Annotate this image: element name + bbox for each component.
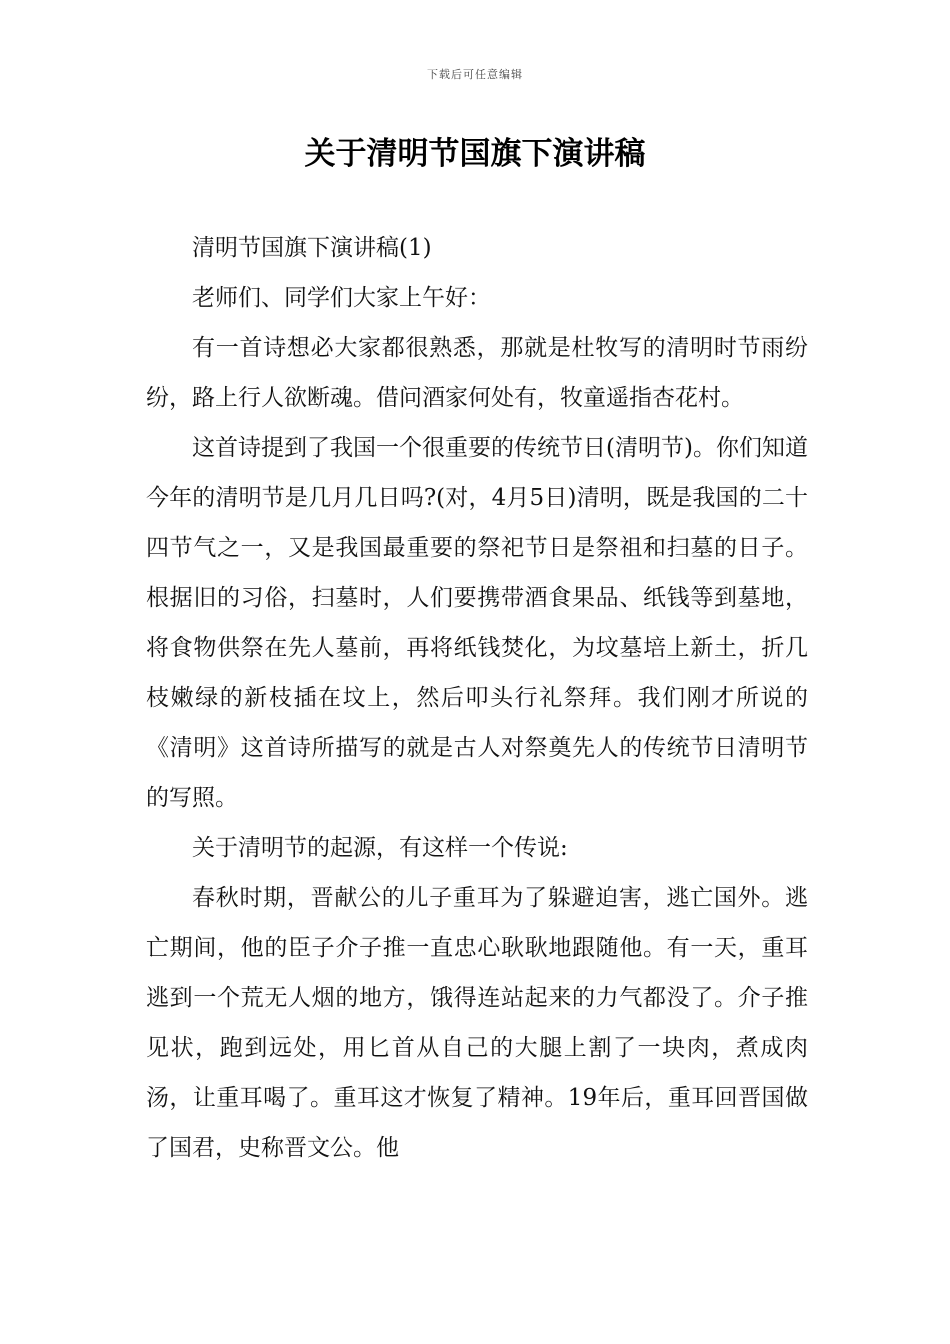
header-note: 下载后可任意编辑: [427, 68, 523, 81]
paragraph-origin-intro: 关于清明节的起源，有这样一个传说:: [192, 835, 568, 861]
paragraph-subtitle: 清明节国旗下演讲稿(1): [192, 235, 432, 261]
document-body: [146, 223, 808, 1173]
document-title: 关于清明节国旗下演讲稿: [304, 136, 646, 172]
paragraph-greeting: 老师们、同学们大家上午好：: [192, 285, 491, 311]
paragraph-legend: 春秋时期，晋献公的儿子重耳为了躲避迫害，逃亡国外。逃亡期间，他的臣子介子推一直忠心耿耿地跟随他。有一天，重耳逃到一个荒无人烟的地方，饿得连站起来的力气都没了。介子推见状，跑到远处，用匕首从自己的大腿上割了一块肉，煮成肉汤，让重耳喝了。重耳这才恢复了精神。19年后，重耳回晋国做了国君，史称晋文公。他: [146, 885, 808, 1161]
paragraph-poem: 有一首诗想必大家都很熟悉，那就是杜牧写的清明时节雨纷纷，路上行人欲断魂。借问酒家何处有，牧童遥指杏花村。: [146, 335, 808, 411]
paragraph-festival: 这首诗提到了我国一个很重要的传统节日(清明节)。你们知道今年的清明节是几月几日吗?(对，4月5日)清明，既是我国的二十四节气之一，又是我国最重要的祭祀节日是祭祖和扫墓的日子。根据旧的习俗，扫墓时，人们要携带酒食果品、纸钱等到墓地，将食物供祭在先人墓前，再将纸钱焚化，为坟墓培上新土，折几枝嫩绿的新枝插在坟上，然后叩头行礼祭拜。我们刚才所说的《清明》这首诗所描写的就是古人对祭奠先人的传统节日清明节的写照。: [146, 435, 808, 811]
